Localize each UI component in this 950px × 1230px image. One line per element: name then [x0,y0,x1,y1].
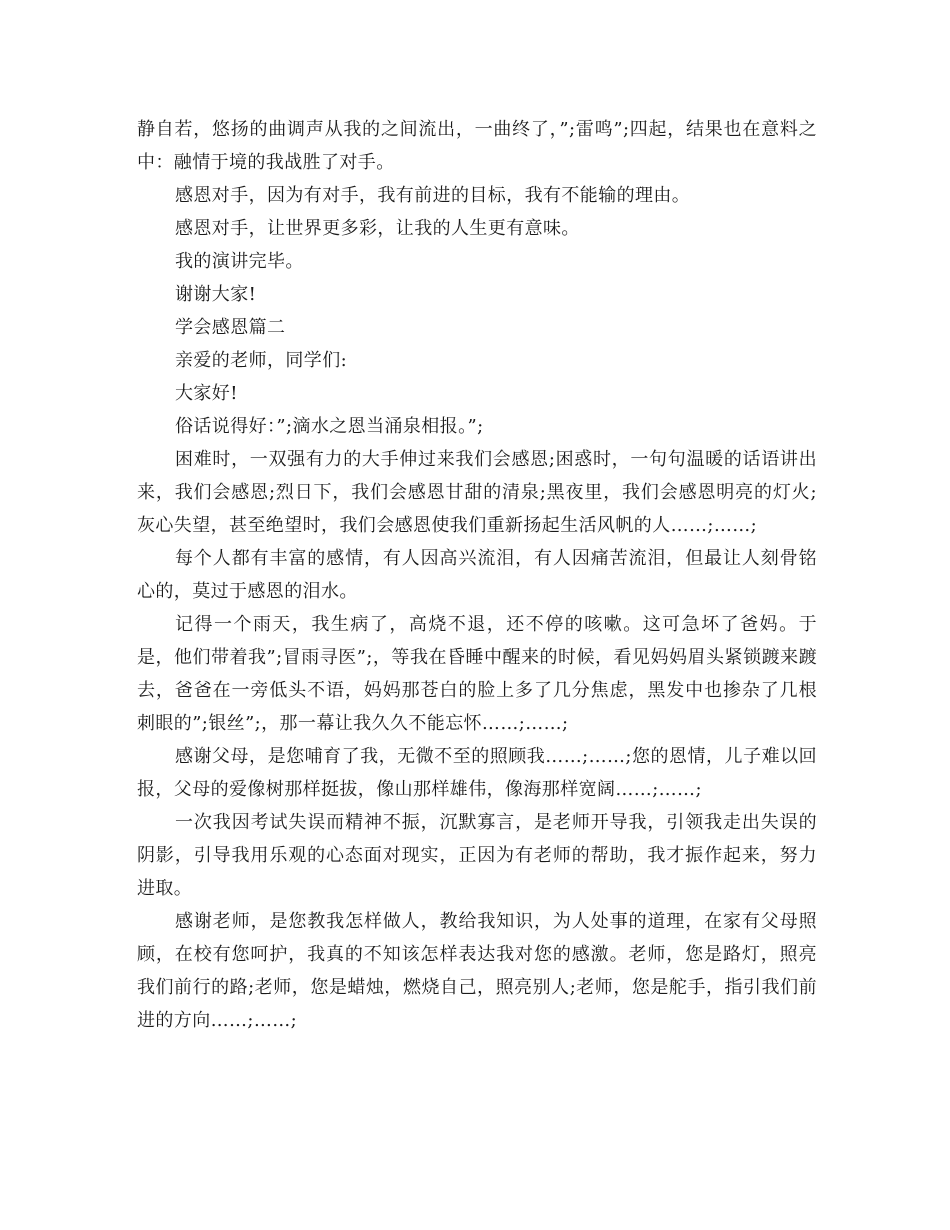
paragraph: 谢谢大家! [175,284,257,305]
document-body [137,113,817,1037]
paragraph: 静自若，悠扬的曲调声从我的之间流出，一曲终了，”;雷鸣”;四起，结果也在意料之中：融情于境的我战胜了对手。 [137,119,817,173]
paragraph: 记得一个雨天，我生病了，高烧不退，还不停的咳嗽。这可急坏了爸妈。于是，他们带着我”;冒雨寻医”;，等我在昏睡中醒来的时候，看见妈妈眉头紧锁踱来踱去，爸爸在一旁低头不语，妈妈那苍白的脸上多了几分焦虑，黑发中也掺杂了几根刺眼的”;银丝”;，那一幕让我久久不能忘怀……;……; [137,614,817,734]
paragraph: 困难时，一双强有力的大手伸过来我们会感恩;困惑时，一句句温暖的话语讲出来，我们会感恩;烈日下，我们会感恩甘甜的清泉;黑夜里，我们会感恩明亮的灯火;灰心失望，甚至绝望时，我们会感恩使我们重新扬起生活风帆的人……;……; [137,449,817,536]
salutation: 亲爱的老师，同学们: [175,350,348,371]
section-heading: 学会感恩篇二 [175,317,286,338]
paragraph: 一次我因考试失误而精神不振，沉默寡言，是老师开导我，引领我走出失误的阴影，引导我用乐观的心态面对现实，正因为有老师的帮助，我才振作起来，努力进取。 [137,812,817,899]
paragraph: 俗话说得好：”;滴水之恩当涌泉相报。”; [175,416,484,437]
paragraph: 感谢父母，是您哺育了我，无微不至的照顾我……;……;您的恩情，儿子难以回报，父母的爱像树那样挺拔，像山那样雄伟，像海那样宽阔……;……; [137,746,817,800]
greeting: 大家好! [175,383,238,404]
paragraph: 感谢老师，是您教我怎样做人，教给我知识，为人处事的道理，在家有父母照顾，在校有您呵护，我真的不知该怎样表达我对您的感激。老师，您是路灯，照亮我们前行的路;老师，您是蜡烛，燃烧自己，照亮别人;老师，您是舵手，指引我们前进的方向……;……; [137,911,817,1031]
paragraph: 我的演讲完毕。 [175,251,304,272]
paragraph: 每个人都有丰富的感情，有人因高兴流泪，有人因痛苦流泪，但最让人刻骨铭心的，莫过于感恩的泪水。 [137,548,817,602]
paragraph: 感恩对手，让世界更多彩，让我的人生更有意味。 [175,218,580,239]
paragraph: 感恩对手，因为有对手，我有前进的目标，我有不能输的理由。 [175,185,691,206]
